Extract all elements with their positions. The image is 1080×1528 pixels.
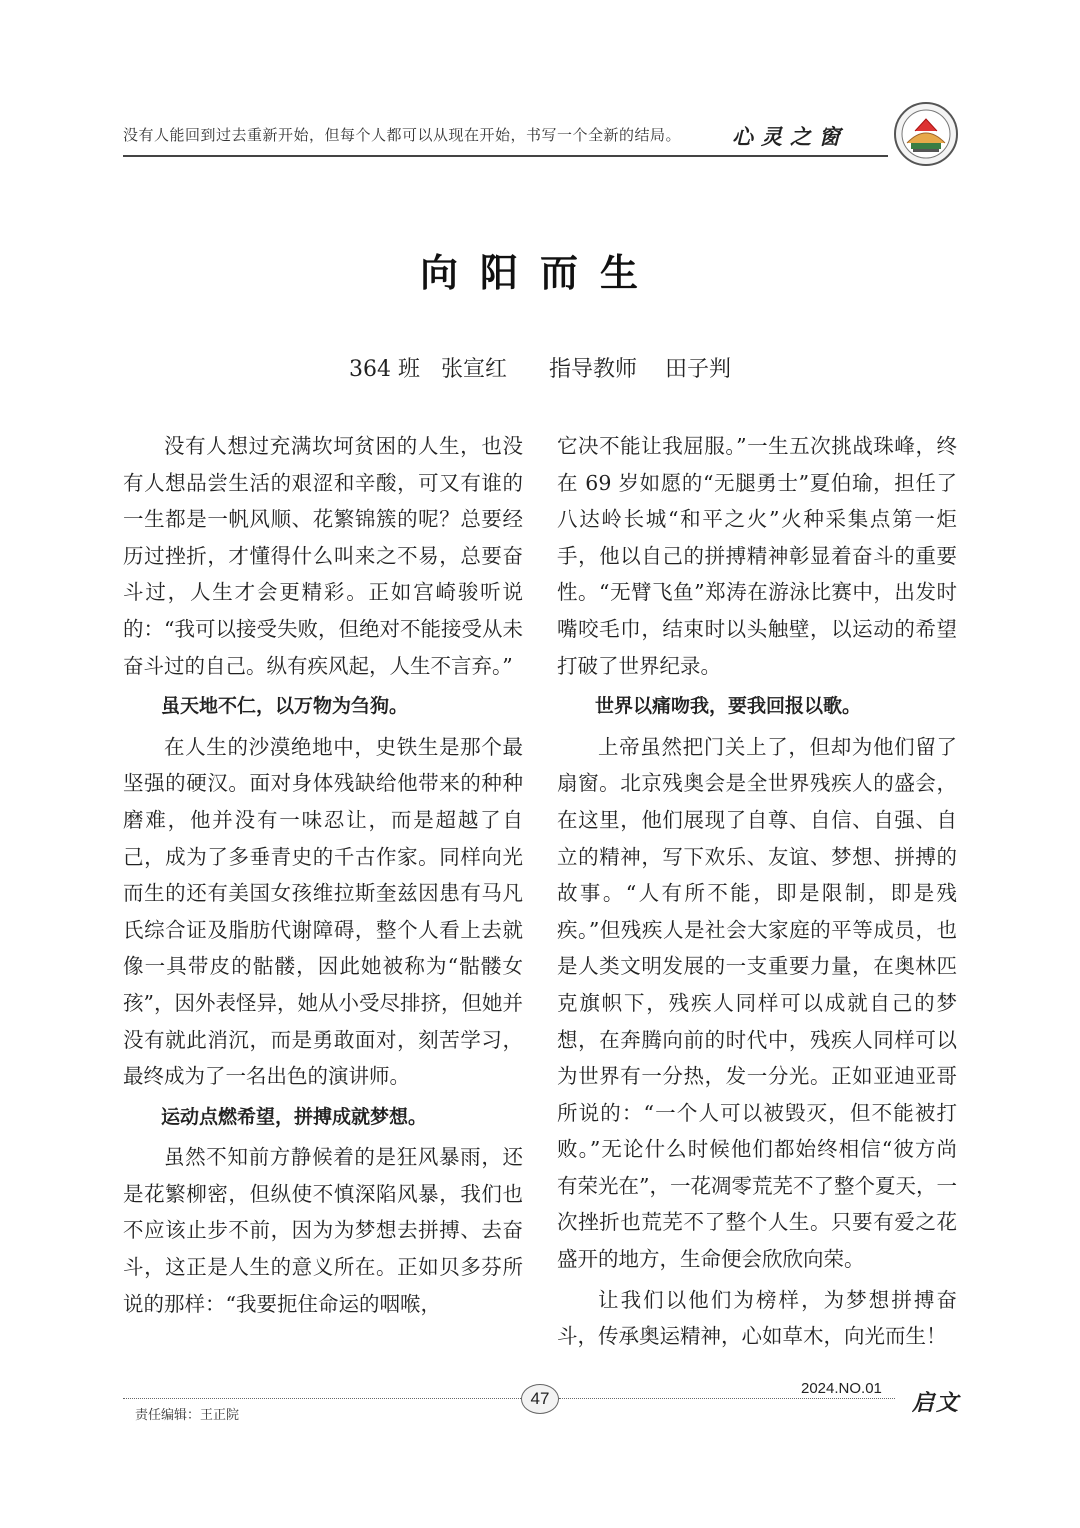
article-title: 向阳而生 xyxy=(419,251,660,295)
school-emblem-icon xyxy=(893,101,959,167)
page-number: 47 xyxy=(521,1384,559,1414)
section-subheading: 世界以痛吻我，要我回报以歌。 xyxy=(595,695,862,718)
magazine-name: 启文 xyxy=(912,1390,961,1416)
paragraph: 让我们以他们为榜样，为梦想拼搏奋斗，传承奥运精神，心如草木，向光而生！ xyxy=(557,1287,957,1349)
paragraph: 没有人想过充满坎坷贫困的人生，也没有人想品尝生活的艰涩和辛酸，可又有谁的一生都是一帆风顺、花繁锦簇的呢？总要经历过挫折，才懂得什么叫来之不易，总要奋斗过，人生才会更精彩。正如宫崎骏听说的：“我可以接受失败，但绝对不能接受从未奋斗过的自己。纵有疾风起，人生不言弃。” xyxy=(123,434,523,678)
footer-divider-left xyxy=(123,1398,521,1399)
footer-divider-right xyxy=(559,1398,895,1399)
section-title: 心灵之窗 xyxy=(732,124,848,149)
header-motto: 没有人能回到过去重新开始，但每个人都可以从现在开始，书写一个全新的结局。 xyxy=(123,126,682,144)
article-column-left xyxy=(123,428,523,1322)
paragraph: 它决不能让我屈服。”一生五次挑战珠峰，终在 69 岁如愿的“无腿勇士”夏伯瑜，担任了八达岭长城“和平之火”火种采集点第一炬手，他以自己的拼搏精神彰显着奋斗的重要性。“无臂飞鱼”郑涛在游泳比赛中，出发时嘴咬毛巾，结束时以头触壁，以运动的希望打破了世界纪录。 xyxy=(557,434,957,678)
section-subheading: 运动点燃希望，拼搏成就梦想。 xyxy=(161,1105,428,1128)
article-byline: 364 班 张宣红 指导教师 田子判 xyxy=(349,357,731,382)
paragraph: 上帝虽然把门关上了，但却为他们留了扇窗。北京残奥会是全世界残疾人的盛会，在这里，他们展现了自尊、自信、自强、自立的精神，写下欢乐、友谊、梦想、拼搏的故事。“人有所不能，即是限制，即是残疾。”但残疾人是社会大家庭的平等成员，也是人类文明发展的一支重要力量，在奥林匹克旗帜下，残疾人同样可以成就自己的梦想，在奔腾向前的时代中，残疾人同样可以为世界有一分热，发一分光。正如亚迪亚哥所说的：“一个人可以被毁灭，但不能被打败。”无论什么时候他们都始终相信“彼方尚有荣光在”，一花凋零荒芜不了整个夏天，一次挫折也荒芜不了整个人生。只要有爱之花盛开的地方，生命便会欣欣向荣。 xyxy=(557,734,957,1272)
header-divider xyxy=(123,155,888,157)
responsible-editor: 责任编辑：王正院 xyxy=(135,1408,240,1423)
section-subheading: 虽天地不仁，以万物为刍狗。 xyxy=(161,695,409,718)
paragraph: 虽然不知前方静候着的是狂风暴雨，还是花繁柳密，但纵使不慎深陷风暴，我们也不应该止步不前，因为为梦想去拼搏、去奋斗，这正是人生的意义所在。正如贝多芬所说的那样：“我要扼住命运的咽喉， xyxy=(123,1145,523,1316)
article-column-right xyxy=(557,428,957,1355)
paragraph: 在人生的沙漠绝地中，史铁生是那个最坚强的硬汉。面对身体残缺给他带来的种种磨难，他并没有一味忍让，而是超越了自己，成为了多垂青史的千古作家。同样向光而生的还有美国女孩维拉斯奎兹因患有马凡氏综合证及脂肪代谢障碍，整个人看上去就像一具带皮的骷髅，因此她被称为“骷髅女孩”，因外表怪异，她从小受尽排挤，但她并没有就此消沉，而是勇敢面对，刻苦学习，最终成为了一名出色的演讲师。 xyxy=(123,734,523,1089)
issue-number: 2024.NO.01 xyxy=(801,1380,882,1397)
